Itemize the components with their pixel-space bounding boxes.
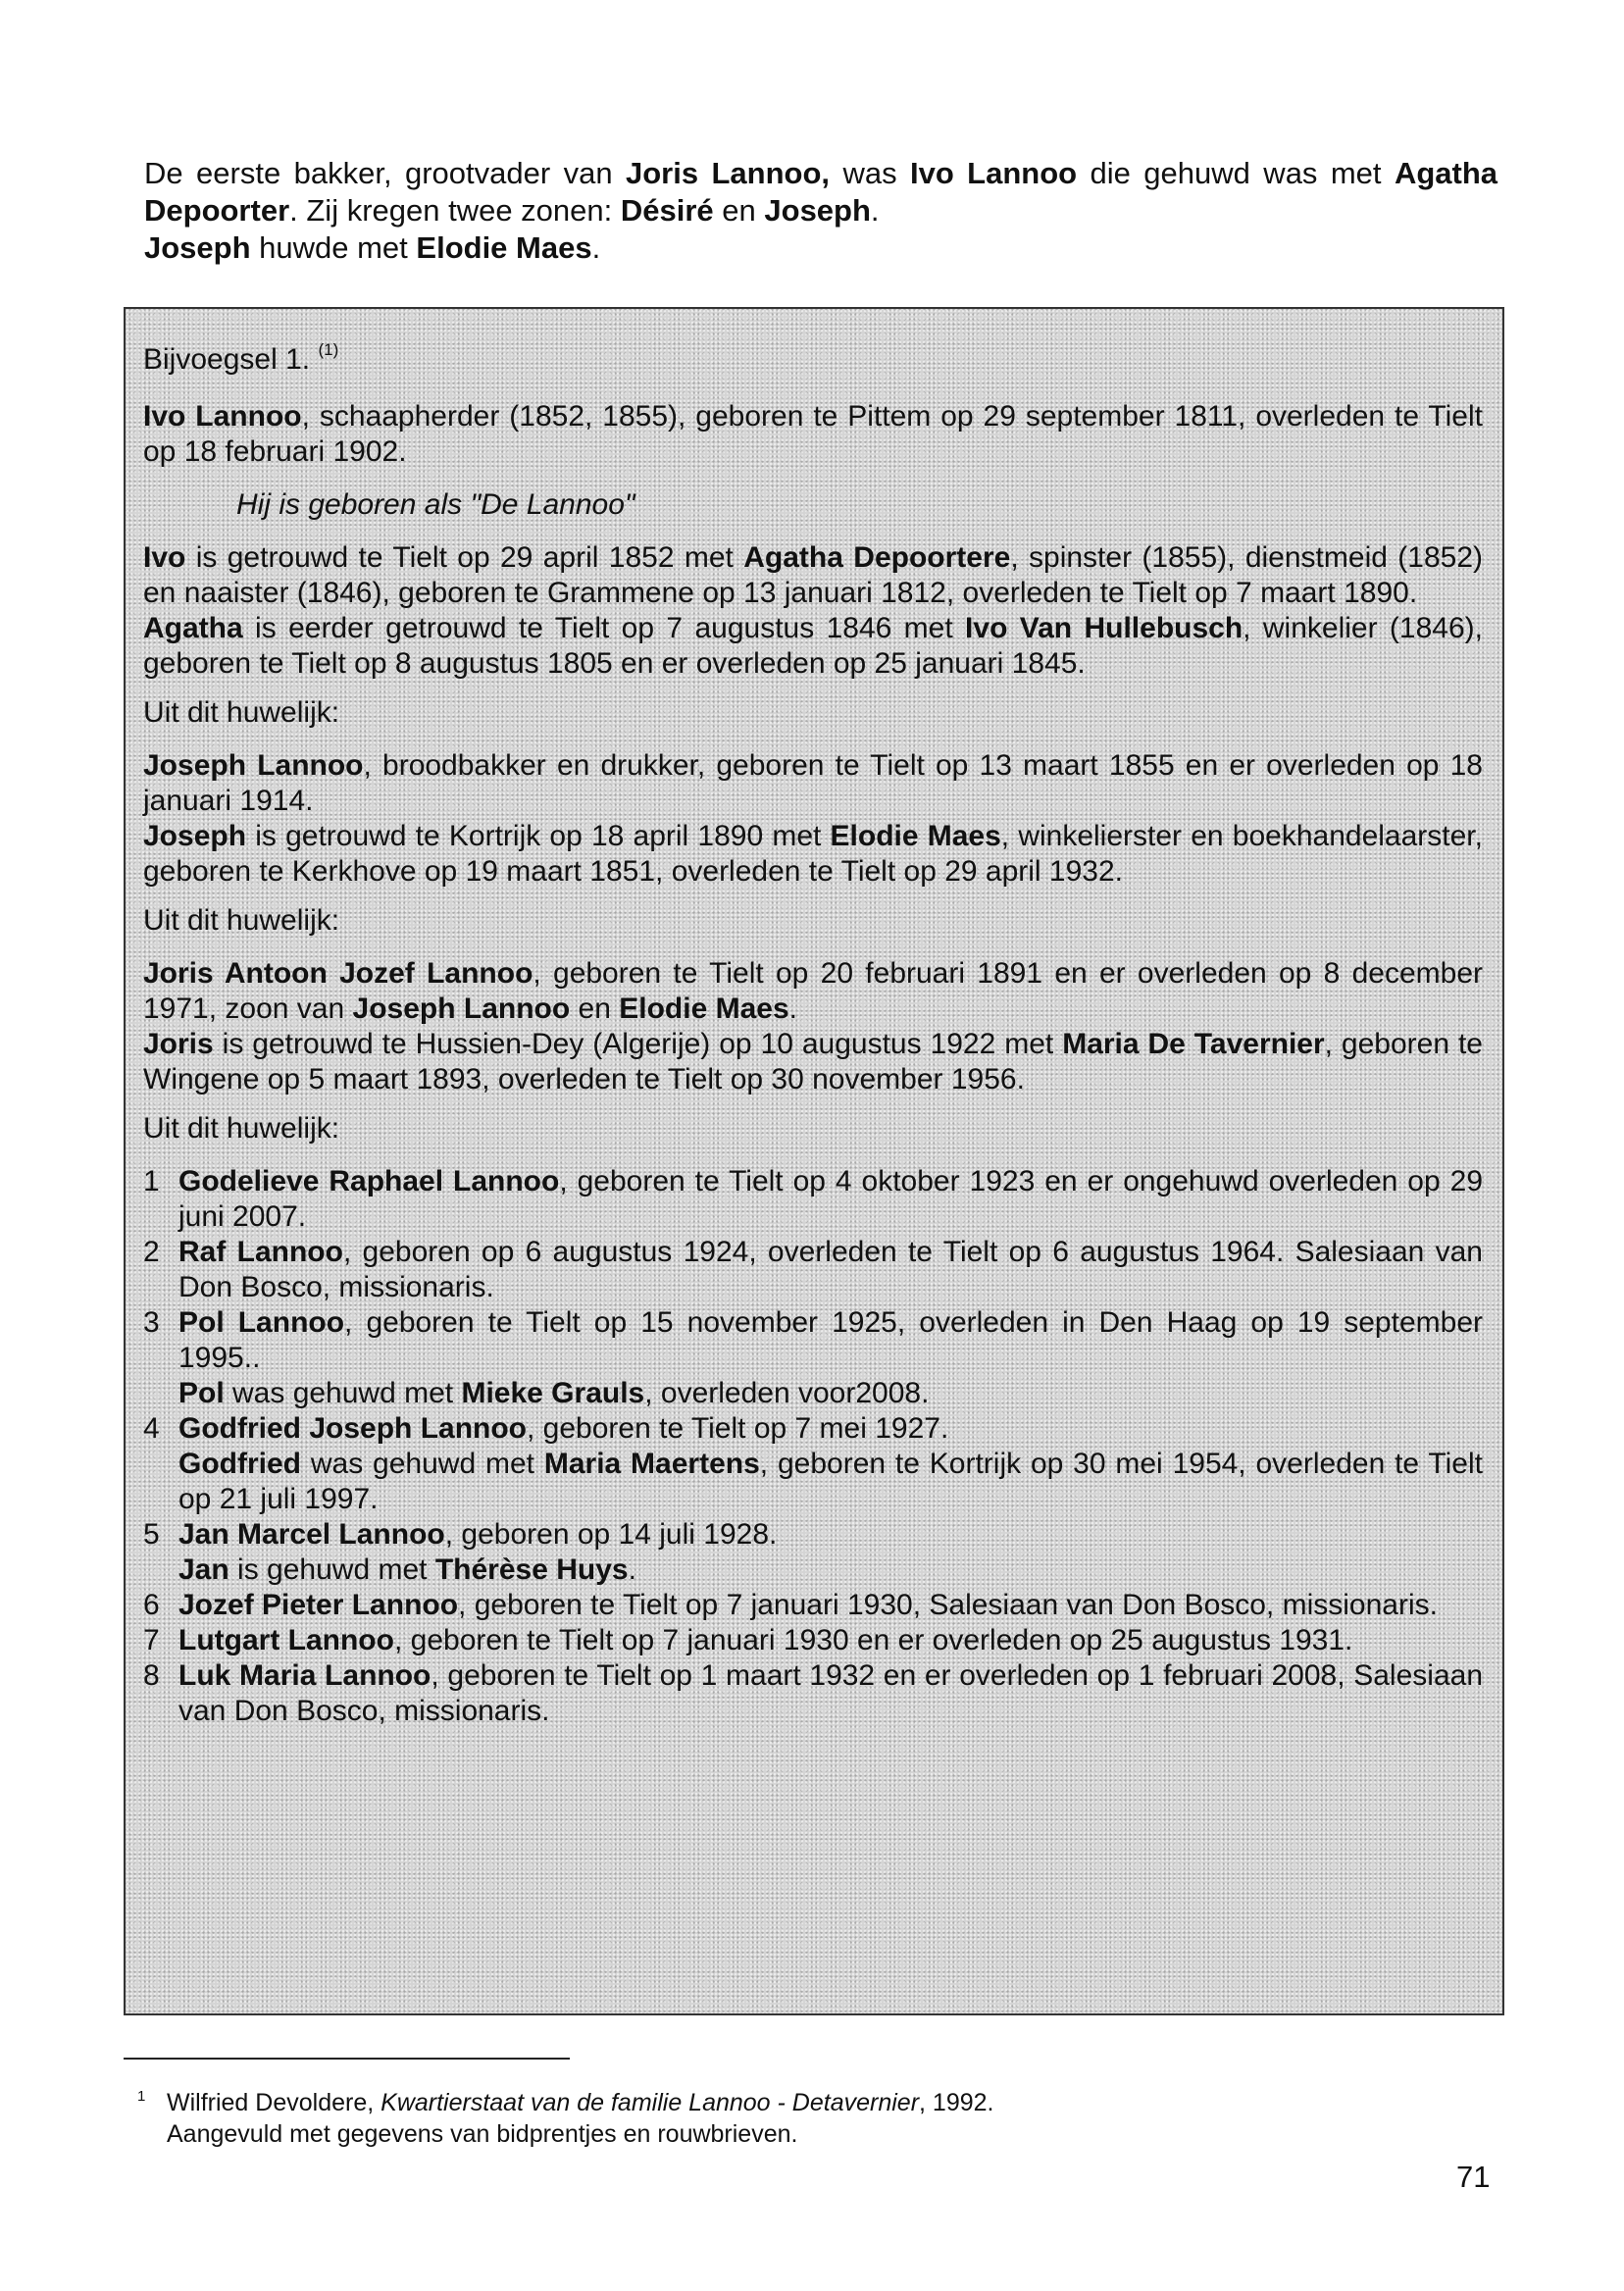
- person-name: Pol Lannoo: [178, 1306, 345, 1339]
- person-name: Ivo Lannoo: [909, 156, 1078, 190]
- entry-text: , geboren te Tielt op 7 mei 1927.: [527, 1412, 949, 1445]
- child-number: 1: [143, 1165, 160, 1197]
- child-entry: [143, 1623, 1483, 1658]
- entry-text: is getrouwd te Kortrijk op 18 april 1890 met: [246, 820, 831, 852]
- intro-text: die gehuwd was met: [1077, 156, 1395, 190]
- entry-text: , winkelier (1846), geboren te Tielt op 8 augustus 1805 en er overleden op 25 januari 1845.: [143, 612, 1483, 680]
- entry-text: , geboren te Tielt op 1 maart 1932 en er overleden op 1 februari 2008, Salesiaan van Don Bosco, missionaris.: [178, 1659, 1484, 1727]
- appendix-title: [143, 332, 1483, 378]
- person-name: Maria De Tavernier: [1062, 1028, 1325, 1060]
- person-name: Godfried: [178, 1448, 301, 1480]
- person-name: Ivo Van Hullebusch: [965, 612, 1243, 644]
- person-name: Mieke Grauls: [461, 1377, 645, 1409]
- entry-text: , geboren te Kortrijk op 30 mei 1954, overleden te Tielt op 21 juli 1997.: [178, 1448, 1483, 1515]
- entry-text: , geboren te Tielt op 7 januari 1930 en er overleden op 25 augustus 1931.: [393, 1624, 1353, 1656]
- entry-text: .: [628, 1553, 636, 1586]
- person-name: Agatha Depoorter: [144, 156, 1498, 228]
- entry-joris-marriage: [143, 1027, 1483, 1097]
- child-number: 7: [143, 1624, 160, 1656]
- marriage-heading: Uit dit huwelijk:: [143, 1112, 340, 1145]
- person-name: Elodie Maes: [830, 820, 1001, 852]
- entry-text: en: [570, 993, 620, 1025]
- person-name: Lutgart Lannoo: [178, 1624, 394, 1656]
- child-entry: [143, 1411, 1483, 1517]
- person-name: Luk Maria Lannoo: [178, 1659, 431, 1692]
- entry-agatha: [143, 611, 1483, 682]
- child-entry: [143, 1658, 1483, 1729]
- child-marriage: [178, 1553, 1483, 1588]
- person-name: Godfried Joseph Lannoo: [178, 1412, 528, 1445]
- entry-text: is getrouwd te Tielt op 29 april 1852 met: [185, 541, 744, 574]
- entry-text: was gehuwd met: [224, 1377, 462, 1409]
- entry-joseph: [143, 748, 1483, 819]
- footnote-ref: (1): [318, 340, 339, 359]
- person-name: Ivo Lannoo: [143, 400, 302, 433]
- person-name: Joris Lannoo,: [625, 156, 831, 190]
- person-name: Jozef Pieter Lannoo: [178, 1589, 459, 1621]
- intro-line: [144, 155, 1497, 229]
- footnote-line: [137, 2087, 1216, 2118]
- intro-text: .: [591, 230, 601, 265]
- footnote-text: Wilfried Devoldere,: [167, 2089, 381, 2116]
- child-entry: [143, 1305, 1483, 1411]
- person-name: Désiré: [620, 193, 714, 228]
- child-entry: [143, 1517, 1483, 1588]
- child-entry: [143, 1235, 1483, 1305]
- entry-ivo: [143, 399, 1483, 470]
- intro-text: .: [870, 193, 880, 228]
- intro-text: . Zij kregen twee zonen:: [289, 193, 621, 228]
- intro-text: De eerste bakker, grootvader van: [144, 156, 626, 190]
- entry-text: was gehuwd met: [301, 1448, 544, 1480]
- entry-text: , overleden voor2008.: [644, 1377, 930, 1409]
- person-name: Maria Maertens: [543, 1448, 760, 1480]
- entry-text: is gehuwd met: [228, 1553, 435, 1586]
- footnote-mark: 1: [137, 2088, 146, 2105]
- entry-joseph-marriage: [143, 819, 1483, 890]
- person-name: Godelieve Raphael Lannoo: [178, 1165, 560, 1197]
- child-marriage: [178, 1447, 1483, 1517]
- person-name: Joseph: [144, 230, 251, 265]
- person-name: Agatha: [143, 612, 243, 644]
- appendix-title-text: Bijvoegsel 1.: [143, 343, 311, 376]
- entry-text: , winkelierster en boekhandelaarster, geboren te Kerkhove op 19 maart 1851, overleden te Tielt op 29 april 1932.: [143, 820, 1483, 888]
- marriage-heading: Uit dit huwelijk:: [143, 904, 340, 937]
- child-number: 8: [143, 1659, 160, 1692]
- child-number: 6: [143, 1589, 160, 1621]
- person-name: Joseph Lannoo: [143, 749, 364, 782]
- child-marriage: [178, 1376, 1483, 1411]
- footnote-divider: [124, 2058, 570, 2060]
- child-number: 3: [143, 1306, 160, 1339]
- entry-text: , broodbakker en drukker, geboren te Tielt op 13 maart 1855 en er overleden op 18 januari 1914.: [143, 749, 1483, 817]
- entry-text: .: [788, 993, 797, 1025]
- intro-line: [144, 229, 1497, 267]
- entry-ivo-note: Hij is geboren als "De Lannoo": [236, 488, 635, 521]
- entry-text: , geboren te Tielt op 20 februari 1891 en er overleden op 8 december 1971, zoon van: [143, 957, 1483, 1025]
- person-name: Joseph: [143, 820, 247, 852]
- entry-text: , geboren te Tielt op 4 oktober 1923 en er ongehuwd overleden op 29 juni 2007.: [178, 1165, 1483, 1233]
- child-number: 2: [143, 1236, 160, 1268]
- entry-text: , geboren op 14 juli 1928.: [444, 1518, 778, 1551]
- child-number: 5: [143, 1518, 160, 1551]
- entry-text: , schaapherder (1852, 1855), geboren te Pittem op 29 september 1811, overleden te Tielt op 18 februari 1902.: [143, 400, 1483, 468]
- person-name: Pol: [178, 1377, 225, 1409]
- person-name: Thérèse Huys: [434, 1553, 629, 1586]
- children-list: [143, 1164, 1483, 1729]
- entry-text: , spinster (1855), dienstmeid (1852) en naaister (1846), geboren te Grammene op 13 januari 1812, overleden te Tielt op 7 maart 1890.: [143, 541, 1483, 609]
- child-number: 4: [143, 1412, 160, 1445]
- person-name: Joseph: [764, 193, 871, 228]
- entry-text: , geboren te Tielt op 15 november 1925, overleden in Den Haag op 19 september 1995..: [178, 1306, 1483, 1374]
- person-name: Joseph Lannoo: [352, 993, 571, 1025]
- entry-text: is eerder getrouwd te Tielt op 7 augustus 1846 met: [242, 612, 966, 644]
- person-name: Raf Lannoo: [178, 1236, 343, 1268]
- person-name: Elodie Maes: [619, 993, 789, 1025]
- entry-text: , geboren te Tielt op 7 januari 1930, Salesiaan van Don Bosco, missionaris.: [458, 1589, 1438, 1621]
- entry-text: , geboren te Wingene op 5 maart 1893, overleden te Tielt op 30 november 1956.: [143, 1028, 1483, 1095]
- person-name: Joris: [143, 1028, 214, 1060]
- person-name: Joris Antoon Jozef Lannoo: [143, 957, 533, 990]
- intro-text: huwde met: [250, 230, 417, 265]
- person-name: Agatha Depoortere: [743, 541, 1011, 574]
- intro-text: was: [830, 156, 910, 190]
- intro-paragraph: [144, 155, 1497, 267]
- entry-joris: [143, 956, 1483, 1027]
- person-name: Ivo: [143, 541, 186, 574]
- marriage-heading: Uit dit huwelijk:: [143, 696, 340, 729]
- intro-text: en: [713, 193, 765, 228]
- appendix-box: [124, 307, 1504, 2015]
- entry-text: is getrouwd te Hussien-Dey (Algerije) op 10 augustus 1922 met: [213, 1028, 1063, 1060]
- entry-ivo-marriage: [143, 540, 1483, 611]
- page-number: 71: [1456, 2160, 1491, 2194]
- child-entry: [143, 1588, 1483, 1623]
- footnote-line: Aangevuld met gegevens van bidprentjes en rouwbrieven.: [167, 2120, 798, 2148]
- footnote: [137, 2087, 1216, 2150]
- footnote-book-title: Kwartierstaat van de familie Lannoo - Detavernier: [381, 2089, 920, 2116]
- entry-text: , geboren op 6 augustus 1924, overleden te Tielt op 6 augustus 1964. Salesiaan van Don Bosco, missionaris.: [178, 1236, 1483, 1303]
- child-entry: [143, 1164, 1483, 1235]
- footnote-text: , 1992.: [919, 2089, 994, 2116]
- person-name: Elodie Maes: [416, 230, 592, 265]
- person-name: Jan: [178, 1553, 229, 1586]
- person-name: Jan Marcel Lannoo: [178, 1518, 445, 1551]
